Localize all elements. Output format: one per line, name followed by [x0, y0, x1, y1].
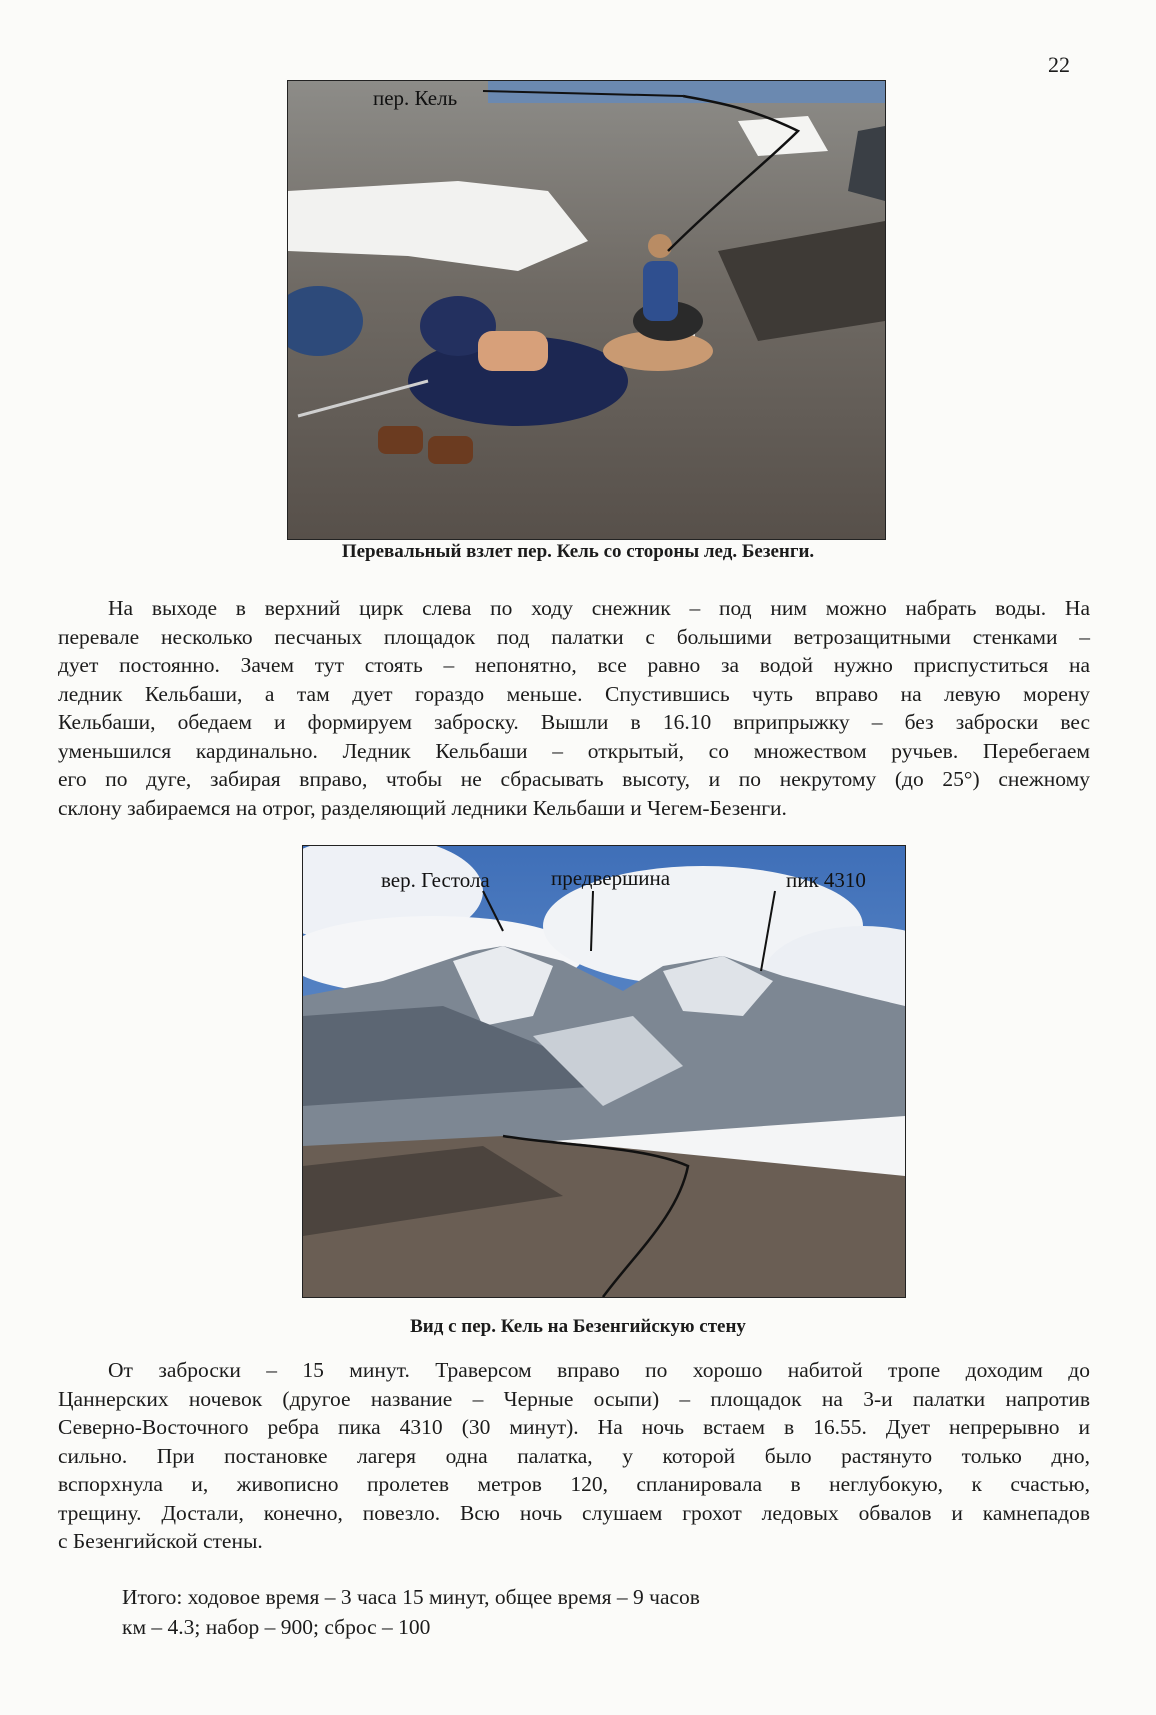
summary-time: Итого: ходовое время – 3 часа 15 минут, общее время – 9 часов [122, 1585, 700, 1609]
photo-label-predvershina: предвершина [551, 866, 671, 890]
caption-photo-1: Перевальный взлет пер. Кель со стороны лед. Безенги. [341, 541, 815, 562]
paragraph-1-line: На выходе в верхний цирк слева по ходу снежник – под ним можно набрать воды. На [108, 596, 1090, 620]
caption-photo-2: Вид с пер. Кель на Безенгийскую стену [410, 1316, 746, 1337]
paragraph-2-line: трещину. Достали, конечно, повезло. Всю ночь слушаем грохот ледовых обвалов и камнепадов [58, 1500, 1090, 1525]
paragraph-2-line: с Безенгийской стены. [58, 1529, 263, 1553]
photo-pass-ascent-image [288, 81, 885, 539]
paragraph-2-line: От заброски – 15 минут. Траверсом вправо по хорошо набитой тропе доходим до [108, 1358, 1090, 1382]
paragraph-2-line: Цаннерских ночевок (другое название – Черные осыпи) – площадок на 3-и палатки напротив [58, 1386, 1090, 1411]
paragraph-1 [58, 594, 1090, 822]
paragraph-1-line: Кельбаши, обедаем и формируем заброску. Вышли в 16.10 вприпрыжку – без заброски вес [58, 710, 1090, 734]
photo-label-gestola: вер. Гестола [381, 868, 490, 892]
paragraph-2-line: Северно-Восточного ребра пика 4310 (30 минут). На ночь встаем в 16.55. Дует непрерывно и [58, 1415, 1090, 1439]
paragraph-2-line: вспорхнула и, живописно пролетев метров 120, спланировала в неглубокую, к счастью, [58, 1472, 1090, 1496]
paragraph-2 [58, 1356, 1090, 1556]
photo-label-pass: пер. Кель [373, 86, 458, 110]
photo-bezengi-wall [302, 845, 906, 1298]
paragraph-1-line: дует постоянно. Зачем тут стоять – непонятно, все равно за водой нужно приспуститься на [58, 653, 1090, 677]
paragraph-1-line: уменьшился кардинально. Ледник Кельбаши – открытый, со множеством ручьев. Перебегаем [58, 738, 1090, 763]
summary [122, 1582, 700, 1642]
paragraph-1-line: ледник Кельбаши, а там дует гораздо меньше. Спустившись чуть вправо на левую морену [58, 681, 1090, 706]
photo-bezengi-wall-image [303, 846, 905, 1297]
paragraph-1-line: его по дуге, забирая вправо, чтобы не сбрасывать высоту, и по некрутому (до 25°) снежному [58, 767, 1090, 791]
paragraph-2-line: сильно. При постановке лагеря одна палатка, у которой было растянуто только дно, [58, 1443, 1090, 1468]
photo-label-peak-4310: пик 4310 [786, 868, 866, 892]
summary-distance: км – 4.3; набор – 900; сброс – 100 [122, 1615, 431, 1639]
page-number: 22 [1048, 52, 1070, 77]
paragraph-1-line: склону забираемся на отрог, разделяющий ледники Кельбаши и Чегем-Безенги. [58, 795, 787, 820]
paragraph-1-line: перевале несколько песчаных площадок под палатки с большими ветрозащитными стенками – [58, 624, 1090, 649]
photo-pass-ascent [287, 80, 886, 540]
